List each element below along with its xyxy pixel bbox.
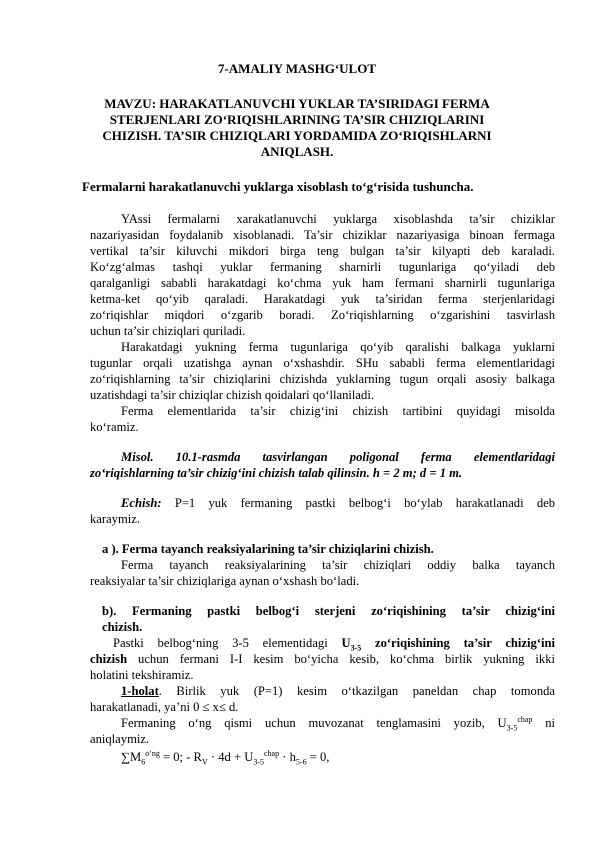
text-line — [90, 651, 555, 667]
text-line: harakatlanadi, ya’ni 0 ≤ x≤ d. — [90, 700, 239, 714]
paragraph-a — [90, 557, 555, 589]
equation-subscript: 5-6 — [295, 757, 307, 767]
text-line — [90, 683, 555, 699]
text-line: Ferma tayanch reaksiyalarining ta’sir chiziqlari oddiy balka tayanch — [121, 558, 555, 572]
text-line: b). Fermaning pastki belbog‘i sterjeni zo‘riqishining ta’sir chizig‘ini — [102, 604, 555, 618]
paragraph-c — [90, 715, 555, 747]
page-title: 7-AMALIY MASHG‘ULOT — [217, 61, 377, 76]
case-1-paragraph — [90, 683, 555, 715]
text-line — [90, 495, 555, 511]
text-line: Ferma elementlarida ta’sir chizig‘ini chizish tartibini quyidagi misolda — [121, 404, 555, 418]
text-run: zo‘riqishining ta’sir chizig‘ini — [361, 636, 555, 650]
text-line — [90, 715, 555, 731]
text-line: ketma-ket qo‘yib qaraladi. Harakatdagi yuk ta’siridan ferma sterjenlaridagi — [90, 292, 555, 306]
text-line: Ko‘zg‘almas tashqi yuklar fermaning sharnirli tugunlariga qo‘yiladi deb — [90, 260, 555, 274]
text-line: Misol. 10.1-rasmda tasvirlangan poligonal ferma elementlaridagi — [121, 450, 555, 464]
section-a-heading: a ). Ferma tayanch reaksiyalarining ta’sir chiziqlarini chizish. — [102, 542, 434, 556]
equation-subscript: 3-5 — [253, 757, 264, 767]
equation-part: = 0; - R — [159, 750, 202, 764]
text-line: YAssi fermalarni xarakatlanuvchi yuklarga xisoblashda ta’sir chiziklar — [121, 212, 555, 226]
variable-U: U — [341, 636, 351, 650]
solution-paragraph — [90, 495, 555, 527]
paragraph-2 — [90, 339, 555, 403]
equation-superscript: o‘ng — [145, 748, 160, 758]
solution-text: P=1 yuk fermaning pastki belbog‘i bo‘ylab harakatlanadi deb — [161, 496, 555, 510]
equation-subscript: 6 — [141, 757, 146, 767]
text-line: ko‘ramiz. — [90, 420, 139, 434]
equation-part: · 4d + U — [207, 750, 254, 764]
text-line: vertikal ta’sir kiluvchi mikdori birga teng bulgan ta’sir kilyapti deb karaladi. — [90, 244, 555, 258]
subject-line: ANIQLASH. — [260, 144, 334, 159]
text-run: . Birlik yuk (P=1) kesim o‘tkazilgan paneldan chap tomonda — [158, 684, 555, 698]
paragraph-b — [90, 635, 555, 683]
subject-line: STERJENLARI ZO‘RIQISHLARINING TA’SIR CHIZIQLARINI — [109, 112, 485, 127]
superscript: chap — [517, 714, 533, 724]
paragraph-3 — [90, 403, 555, 435]
text-line: zo‘riqishlarning ta’sir chiziqlarini chizishda yuklarning tugun orqali asosiy balkaga — [90, 372, 555, 386]
equation-part: ∑M — [121, 750, 142, 764]
subject-line: MAVZU: HARAKATLANUVCHI YUKLAR TA’SIRIDAGI FERMA — [104, 96, 490, 111]
text-run: Pastki belbog‘ning 3-5 elementidagi — [113, 636, 342, 650]
text-run: chizish — [90, 652, 128, 666]
case-1-label: 1-holat — [121, 684, 159, 698]
paragraph-1 — [90, 211, 555, 339]
text-line: zo‘riqishlarning ta’sir chizig‘ini chizish talab qilinsin. h = 2 m; d = 1 m. — [90, 466, 463, 480]
text-line: tugunlar orqali uzatishga aynan o‘xshashdir. SHu sababli ferma elementlaridagi — [90, 356, 555, 370]
equation-superscript: chap — [264, 748, 280, 758]
equilibrium-equation — [90, 749, 555, 765]
variable-subscript: 3-5 — [350, 643, 362, 653]
text-line: nazariyasidan foydalanib xisoblanadi. Ta’sir chiziklar nazariyasiga binoan fermaga — [90, 228, 555, 242]
section-b-heading — [102, 603, 555, 635]
text-run: ni — [532, 716, 556, 730]
subheading: Fermalarni harakatlanuvchi yuklarga xisoblash to‘g‘risida tushuncha. — [82, 179, 474, 194]
equation-part: = 0, — [306, 750, 330, 764]
text-line: zo‘riqishlar miqdori o‘zgarib boradi. Zo‘riqishlarning o‘zgarishini tasvirlash — [90, 308, 555, 322]
subscript: 3-5 — [506, 723, 518, 733]
solution-label: Echish: — [121, 496, 162, 510]
text-run: Fermaning o‘ng qismi uchun muvozanat tenglamasini yozib, U — [121, 716, 507, 730]
subject-heading — [60, 96, 534, 160]
example-paragraph — [90, 449, 555, 481]
text-line: aniqlaymiz. — [90, 732, 150, 746]
text-line: qaralganligi sababli harakatdagi ko‘chma yuk ham fermani sharnirli tugunlariga — [90, 276, 555, 290]
text-line: reaksiyalar ta’sir chiziqlariga aynan o‘xshash bo‘ladi. — [90, 574, 360, 588]
equation-subscript: V — [201, 757, 208, 767]
text-line: uchun ta’sir chiziqlari quriladi. — [90, 324, 246, 338]
text-line: uzatishdagi ta’sir chiziqlar chizish qoidalari qo‘llaniladi. — [90, 388, 374, 402]
text-line: chizish. — [102, 620, 143, 634]
equation-part: · h — [279, 750, 296, 764]
text-line — [90, 635, 555, 651]
text-line: Harakatdagi yukning ferma tugunlariga qo‘yib qaralishi balkaga yuklarni — [121, 340, 555, 354]
text-line: holatini tekshiramiz. — [90, 668, 194, 682]
subject-line: CHIZISH. TA’SIR CHIZIQLARI YORDAMIDA ZO‘RIQISHLARNI — [102, 128, 492, 143]
text-run: uchun fermani I-I kesim bo‘yicha kesib, ko‘chma birlik yukning ikki — [127, 652, 555, 666]
text-line: karaymiz. — [90, 512, 140, 526]
